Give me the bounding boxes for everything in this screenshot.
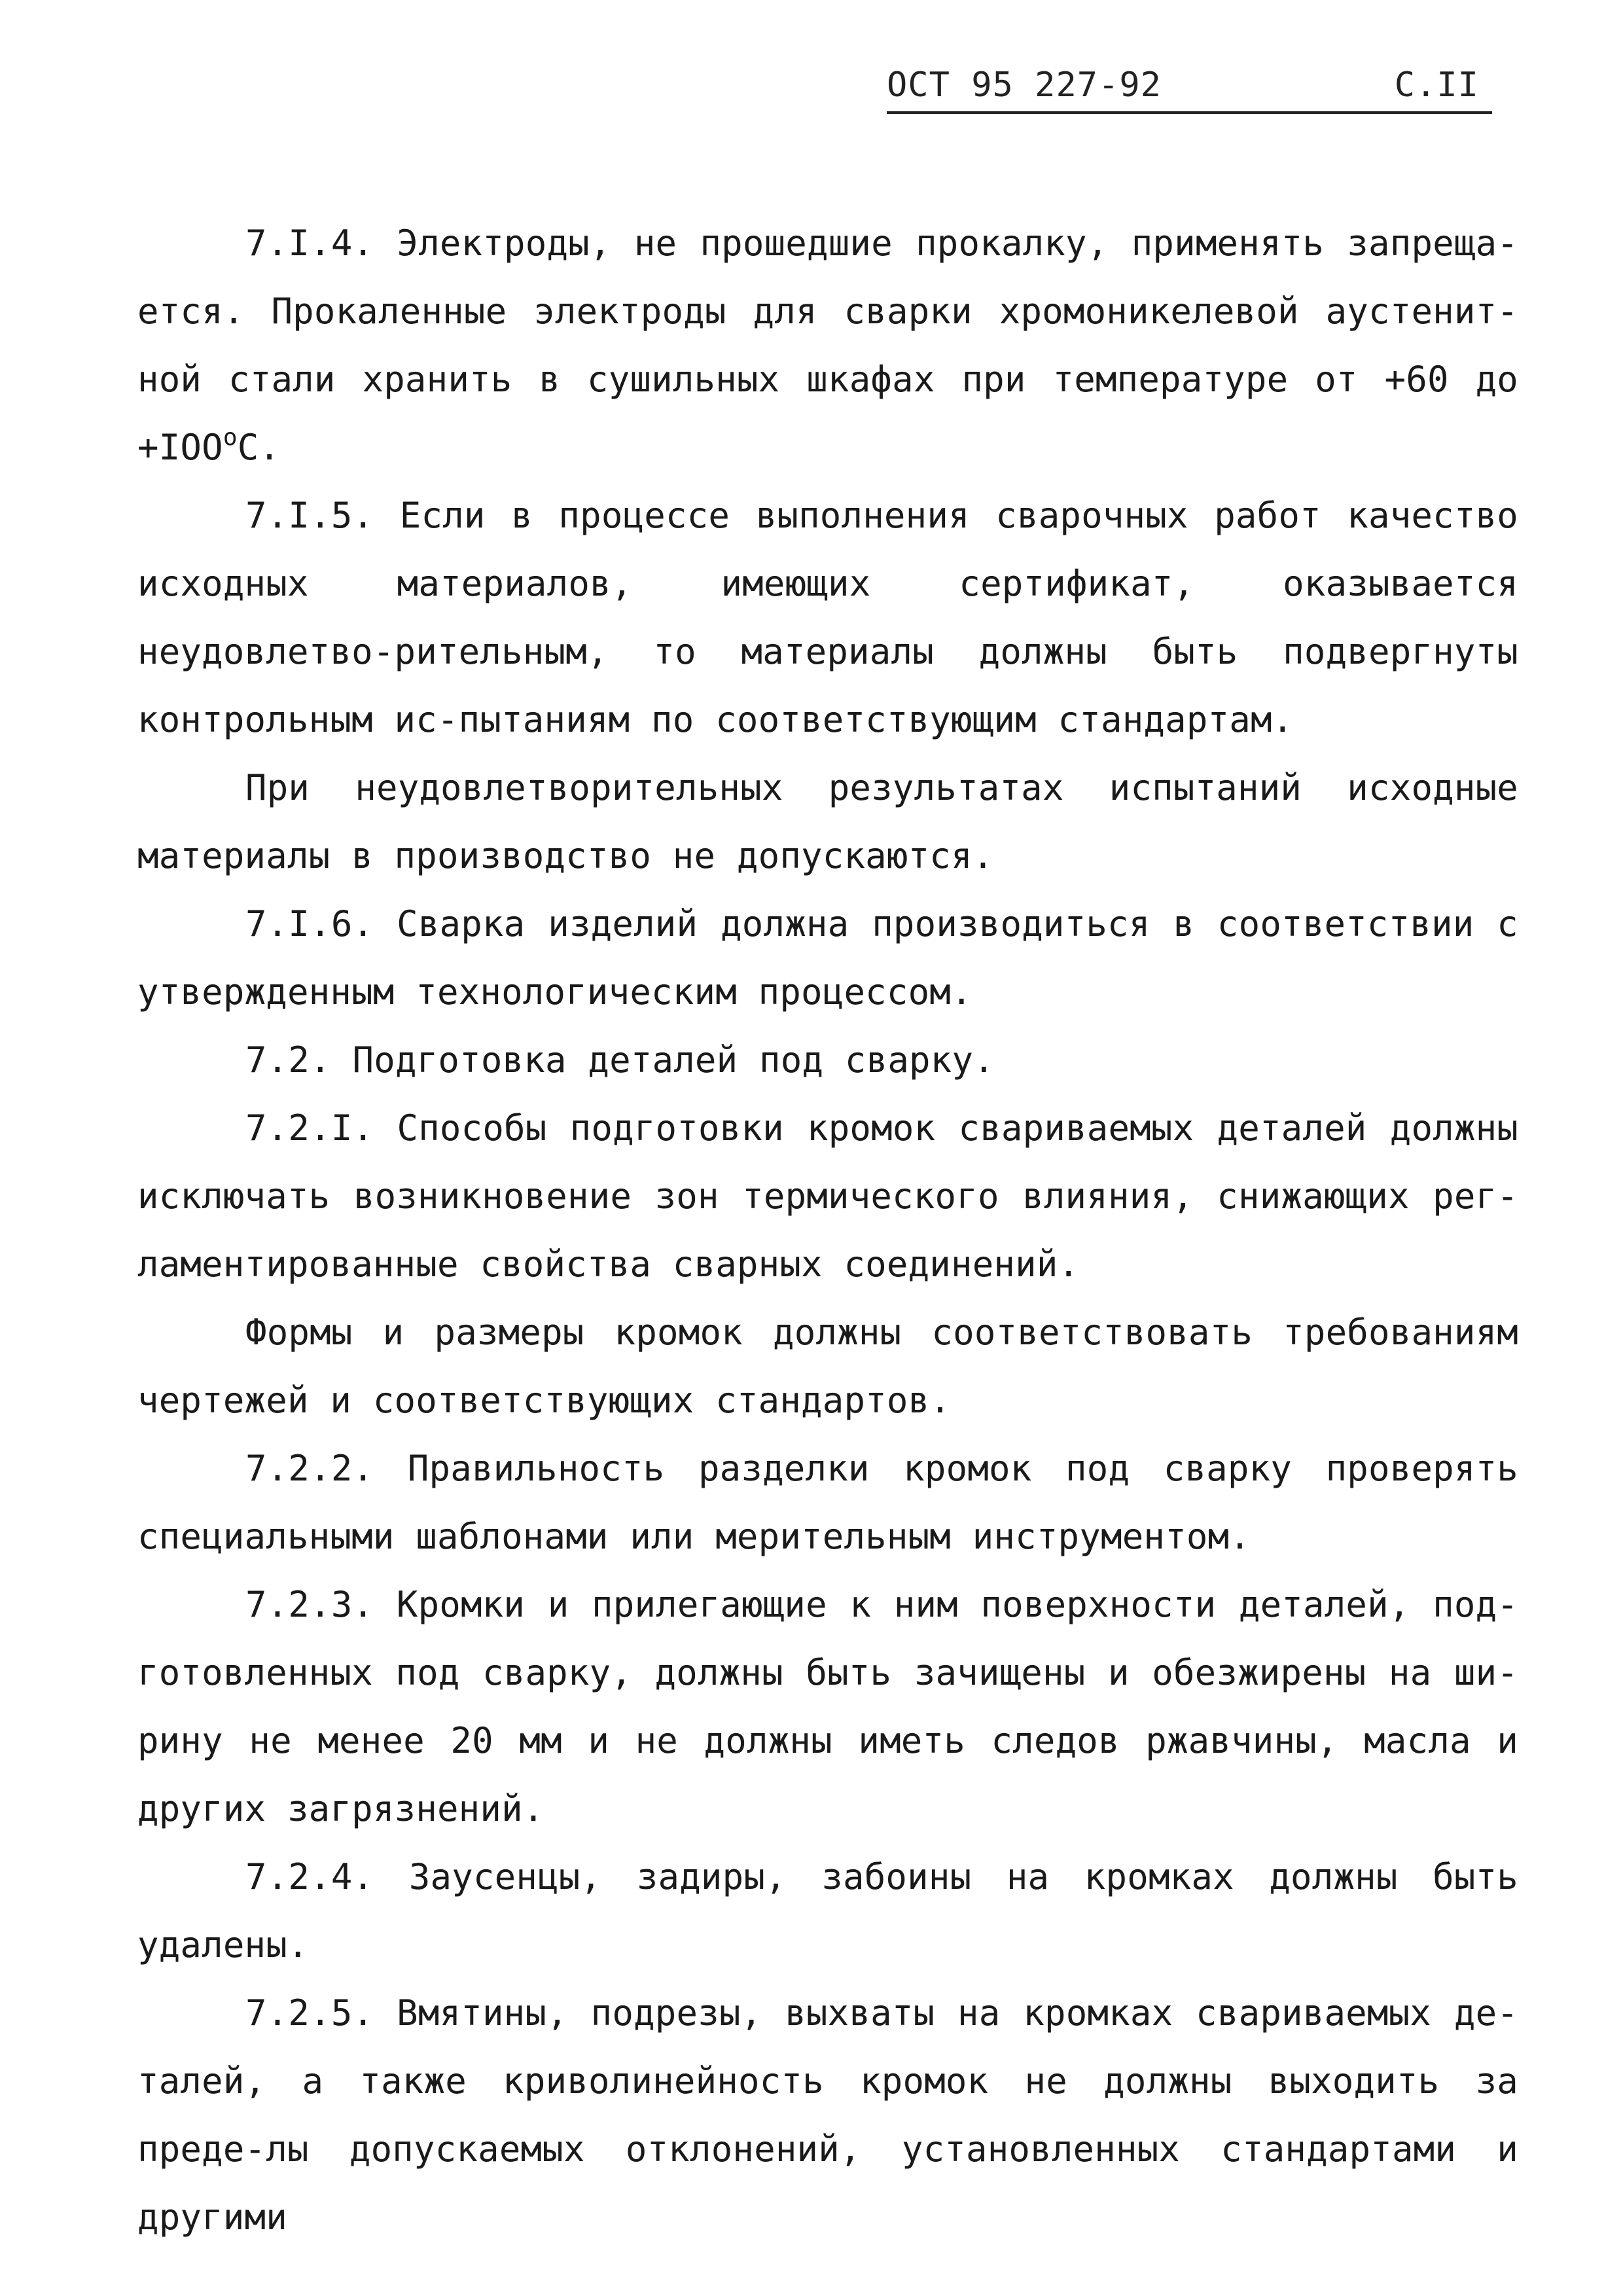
document-body	[137, 209, 1518, 2251]
page-number: С.II	[1394, 65, 1479, 105]
header-rule	[887, 111, 1492, 114]
paragraph-7-1-5: 7.I.5. Если в процессе выполнения сварочных работ качество исходных материалов, имеющих сертификат, оказывается неудовлетво-рительным, то материалы должны быть подвергнуты контрольным ис-пытаниям по соответствующим стандартам.	[137, 495, 1518, 740]
paragraph-7-2-3: 7.2.3. Кромки и прилегающие к ним поверхности деталей, под-готовленных под сварку, должны быть зачищены и обезжирены на ши-рину не менее 20 мм и не должны иметь следов ржавчины, масла и других загрязнений.	[137, 1584, 1518, 1829]
degree-sign: о	[223, 424, 238, 451]
paragraph-text: 7.I.4. Электроды, не прошедшие прокалку, применять запреща-ется. Прокаленные электроды для сварки хромоникелевой аустенит-ной стали хранить в сушильных шкафах при температуре от +60 до +IOO	[137, 223, 1518, 468]
paragraph-7-2-2: 7.2.2. Правильность разделки кромок под сварку проверять специальными шаблонами или мерительным инструментом.	[137, 1448, 1518, 1557]
unit-text: С.	[237, 427, 281, 468]
document-number: ОСТ 95 227-92	[887, 65, 1162, 105]
page-header	[887, 65, 1499, 124]
paragraph-7-1-4	[137, 209, 1518, 482]
paragraph-7-2-1-continued: Формы и размеры кромок должны соответствовать требованиям чертежей и соответствующих стандартов.	[137, 1312, 1518, 1421]
paragraph-7-1-6: 7.I.6. Сварка изделий должна производиться в соответствии с утвержденным технологическим процессом.	[137, 903, 1518, 1013]
section-heading-7-2: 7.2. Подготовка деталей под сварку.	[245, 1039, 995, 1081]
paragraph-7-1-5-continued: При неудовлетворительных результатах испытаний исходные материалы в производство не допускаются.	[137, 767, 1518, 876]
paragraph-7-2-5: 7.2.5. Вмятины, подрезы, выхваты на кромках свариваемых де-талей, а также криволинейность кромок не должны выходить за преде-лы допускаемых отклонений, установленных стандартами и другими	[137, 1992, 1518, 2238]
paragraph-7-2-1: 7.2.I. Способы подготовки кромок свариваемых деталей должны исключать возникновение зон термического влияния, снижающих рег-ламентированные свойства сварных соединений.	[137, 1107, 1518, 1285]
paragraph-7-2-4: 7.2.4. Заусенцы, задиры, забоины на кромках должны быть удалены.	[137, 1856, 1518, 1965]
